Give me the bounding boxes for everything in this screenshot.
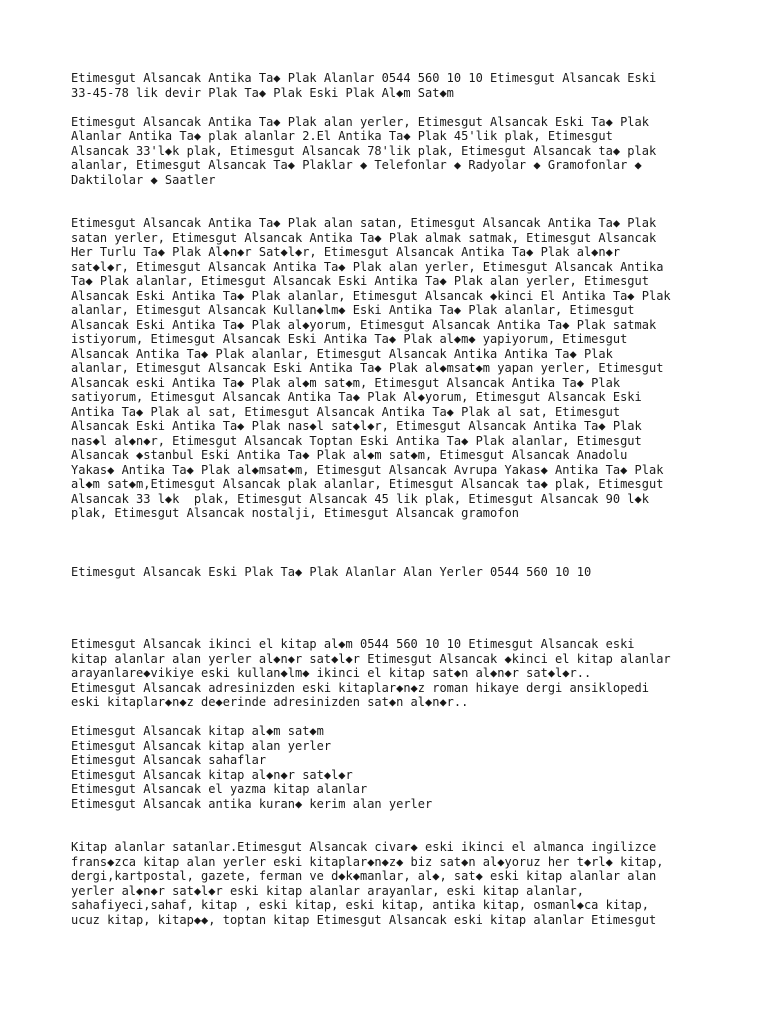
text-line: Alanlar Antika Ta◆ plak alanlar 2.El Antika Ta◆ Plak 45'lik plak, Etimesgut xyxy=(71,129,613,143)
text-line: Alsancak 33 l◆k plak, Etimesgut Alsancak 45 lik plak, Etimesgut Alsancak 90 l◆k xyxy=(71,491,649,506)
text-line: sahafiyeci,sahaf, kitap , eski kitap, eski kitap, antika kitap, osmanl◆ca kitap, xyxy=(71,898,649,912)
document-page xyxy=(71,71,711,927)
list-item: Etimesgut Alsancak kitap alan yerler xyxy=(71,738,332,753)
text-line: Kitap alanlar satanlar.Etimesgut Alsancak civar◆ eski ikinci el almanca ingilizce xyxy=(71,840,657,854)
list-item: Etimesgut Alsancak kitap al◆n◆r sat◆l◆r xyxy=(71,767,353,782)
text-line: kitap alanlar alan yerler al◆n◆r sat◆l◆r Etimesgut Alsancak ◆kinci el kitap alanlar xyxy=(71,651,671,666)
paragraph-gap xyxy=(71,100,711,115)
text-line: Ta◆ Plak alanlar, Etimesgut Alsancak Eski Antika Ta◆ Plak alan yerler, Etimesgut xyxy=(71,274,649,288)
text-line: Alsancak Eski Antika Ta◆ Plak nas◆l sat◆l◆r, Etimesgut Alsancak Antika Ta◆ Plak xyxy=(71,419,642,433)
paragraph-kitap-intro xyxy=(71,637,711,710)
text-line: Her Turlu Ta◆ Plak Al◆n◆r Sat◆l◆r, Etimesgut Alsancak Antika Ta◆ Plak al◆n◆r xyxy=(71,245,621,259)
paragraph-plak-intro xyxy=(71,71,711,100)
text-line: sat◆l◆r, Etimesgut Alsancak Antika Ta◆ Plak alan yerler, Etimesgut Alsancak Antika xyxy=(71,259,664,274)
text-line: 33-45-78 lik devir Plak Ta◆ Plak Eski Plak Al◆m Sat◆m xyxy=(71,85,454,100)
text-line: nas◆l al◆n◆r, Etimesgut Alsancak Toptan Eski Antika Ta◆ Plak alanlar, Etimesgut xyxy=(71,433,642,448)
paragraph-plak-alan-yerler xyxy=(71,115,711,188)
text-line: Daktilolar ◆ Saatler xyxy=(71,172,216,187)
paragraph-plak-heading xyxy=(71,565,711,580)
text-line: satiyorum, Etimesgut Alsancak Antika Ta◆ Plak Al◆yorum, Etimesgut Alsancak Eski xyxy=(71,390,642,404)
text-line: Etimesgut Alsancak ikinci el kitap al◆m 0544 560 10 10 Etimesgut Alsancak eski xyxy=(71,637,635,651)
text-line: Alsancak ◆stanbul Eski Antika Ta◆ Plak al◆m sat◆m, Etimesgut Alsancak Anadolu xyxy=(71,448,628,462)
text-line: Etimesgut Alsancak Eski Plak Ta◆ Plak Alanlar Alan Yerler 0544 560 10 10 xyxy=(71,564,592,579)
paragraph-gap xyxy=(71,521,711,565)
text-line: Alsancak eski Antika Ta◆ Plak al◆m sat◆m, Etimesgut Alsancak Antika Ta◆ Plak xyxy=(71,375,621,390)
text-line: istiyorum, Etimesgut Alsancak Eski Antika Ta◆ Plak al◆m◆ yapiyorum, Etimesgut xyxy=(71,332,628,346)
text-line: Alsancak Eski Antika Ta◆ Plak al◆yorum, Etimesgut Alsancak Antika Ta◆ Plak satmak xyxy=(71,317,657,332)
paragraph-gap xyxy=(71,187,711,216)
text-line: Alsancak Antika Ta◆ Plak alanlar, Etimesgut Alsancak Antika Antika Ta◆ Plak xyxy=(71,346,613,361)
text-line: al◆m sat◆m,Etimesgut Alsancak plak alanlar, Etimesgut Alsancak ta◆ plak, Etimesgut xyxy=(71,477,664,491)
text-line: Alsancak 33'l◆k plak, Etimesgut Alsancak 78'lik plak, Etimesgut Alsancak ta◆ plak xyxy=(71,143,657,158)
paragraph-kitap-alanlar xyxy=(71,840,711,927)
text-line: Etimesgut Alsancak adresinizden eski kitaplar◆n◆z roman hikaye dergi ansiklopedi xyxy=(71,680,649,695)
text-line: ucuz kitap, kitap◆◆, toptan kitap Etimesgut Alsancak eski kitap alanlar Etimesgut xyxy=(71,912,657,927)
paragraph-gap xyxy=(71,579,711,637)
text-line: frans◆zca kitap alan yerler eski kitaplar◆n◆z◆ biz sat◆n al◆yoruz her t◆rl◆ kitap, xyxy=(71,854,664,869)
text-line: Etimesgut Alsancak Antika Ta◆ Plak Alanlar 0544 560 10 10 Etimesgut Alsancak Eski xyxy=(71,71,657,85)
list-item: Etimesgut Alsancak antika kuran◆ kerim alan yerler xyxy=(71,796,433,811)
list-item: Etimesgut Alsancak sahaflar xyxy=(71,753,267,767)
text-line: Antika Ta◆ Plak al sat, Etimesgut Alsancak Antika Ta◆ Plak al sat, Etimesgut xyxy=(71,404,621,419)
text-line: Alsancak Eski Antika Ta◆ Plak alanlar, Etimesgut Alsancak ◆kinci El Antika Ta◆ Plak xyxy=(71,288,671,303)
text-line: Yakas◆ Antika Ta◆ Plak al◆msat◆m, Etimesgut Alsancak Avrupa Yakas◆ Antika Ta◆ Plak xyxy=(71,462,664,477)
text-line: dergi,kartpostal, gazete, ferman ve d◆k◆manlar, al◆, sat◆ eski kitap alanlar alan xyxy=(71,869,657,883)
list-item: Etimesgut Alsancak el yazma kitap alanlar xyxy=(71,782,368,796)
list-item: Etimesgut Alsancak kitap al◆m sat◆m xyxy=(71,724,324,738)
paragraph-plak-keywords xyxy=(71,216,711,521)
text-line: plak, Etimesgut Alsancak nostalji, Etimesgut Alsancak gramofon xyxy=(71,506,519,520)
text-line: satan yerler, Etimesgut Alsancak Antika Ta◆ Plak almak satmak, Etimesgut Alsancak xyxy=(71,230,657,245)
kitap-list xyxy=(71,724,711,811)
text-line: alanlar, Etimesgut Alsancak Kullan◆lm◆ Eski Antika Ta◆ Plak alanlar, Etimesgut xyxy=(71,303,635,317)
text-line: eski kitaplar◆n◆z de◆erinde adresinizden sat◆n al◆n◆r.. xyxy=(71,695,469,709)
text-line: yerler al◆n◆r sat◆l◆r eski kitap alanlar arayanlar, eski kitap alanlar, xyxy=(71,883,584,898)
paragraph-gap xyxy=(71,811,711,840)
text-line: alanlar, Etimesgut Alsancak Ta◆ Plaklar ◆ Telefonlar ◆ Radyolar ◆ Gramofonlar ◆ xyxy=(71,158,642,172)
text-line: Etimesgut Alsancak Antika Ta◆ Plak alan yerler, Etimesgut Alsancak Eski Ta◆ Plak xyxy=(71,114,649,129)
text-line: alanlar, Etimesgut Alsancak Eski Antika Ta◆ Plak al◆msat◆m yapan yerler, Etimesgut xyxy=(71,361,664,375)
text-line: Etimesgut Alsancak Antika Ta◆ Plak alan satan, Etimesgut Alsancak Antika Ta◆ Plak xyxy=(71,216,657,230)
paragraph-gap xyxy=(71,710,711,725)
text-line: arayanlare◆vikiye eski kullan◆lm◆ ikinci el kitap sat◆n al◆n◆r sat◆l◆r.. xyxy=(71,666,592,680)
